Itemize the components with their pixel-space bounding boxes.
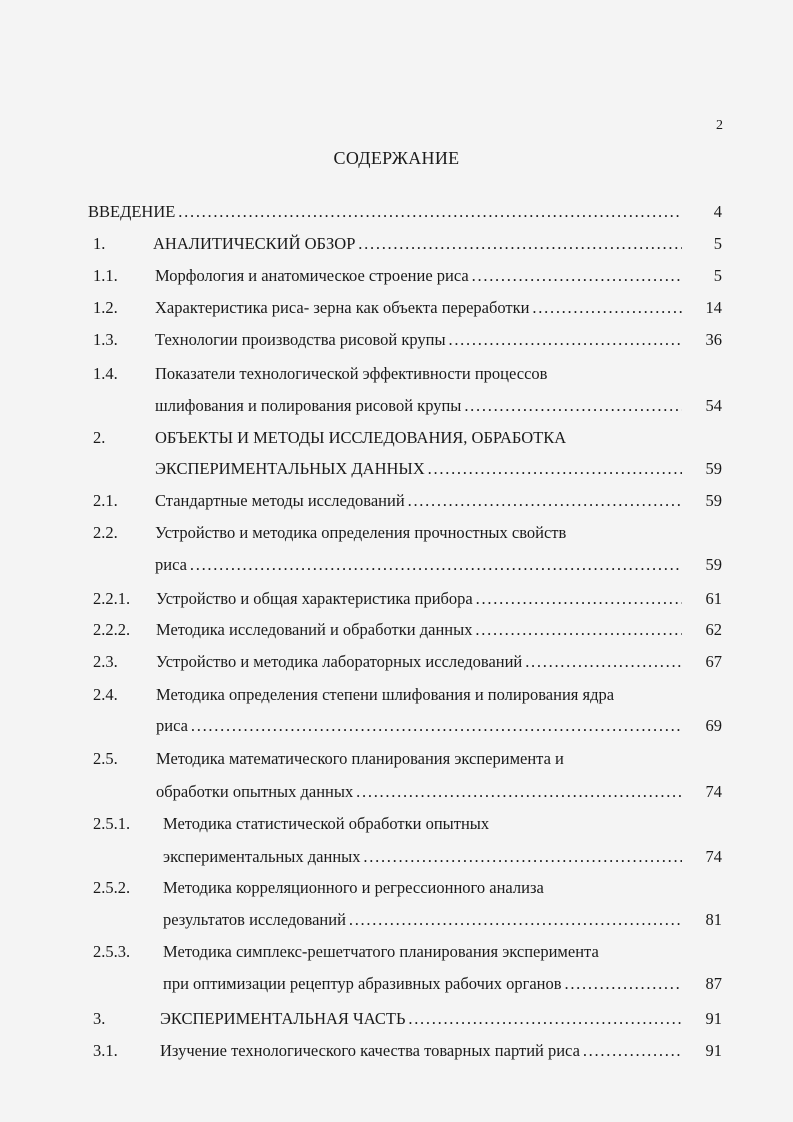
- toc-entry-page: 36: [705, 330, 722, 349]
- toc-entry-title: Методика исследований и обработки данных . . .: [156, 619, 682, 641]
- toc-entry-title: обработки опытных данных . . .: [156, 781, 682, 803]
- toc-entry-title: Устройство и общая характеристика прибора . . .: [156, 588, 682, 610]
- toc-entry-title: Методика определения степени шлифования и полирования ядра: [156, 685, 615, 704]
- toc-entry-title: Методика математического планирования эксперимента и: [156, 749, 564, 768]
- toc-entry-title: риса . . .: [155, 554, 682, 576]
- toc-entry-number: 1.2.: [93, 298, 118, 317]
- toc-entry-number: 1.: [93, 234, 106, 253]
- toc-entry-number: 2.3.: [93, 652, 118, 671]
- toc-entry-title: ЭКСПЕРИМЕНТАЛЬНЫХ ДАННЫХ . . .: [155, 458, 682, 480]
- toc-entry-number: 1.1.: [93, 266, 118, 285]
- toc-entry-title: Показатели технологической эффективности процессов: [155, 364, 548, 383]
- toc-entry-number: 2.5.3.: [93, 942, 131, 961]
- toc-entry-title: при оптимизации рецептур абразивных рабочих органов . . .: [163, 973, 682, 995]
- toc-entry-number: 2.5.: [93, 749, 118, 768]
- toc-entry-page: 87: [705, 974, 722, 993]
- toc-entry-page: 5: [713, 266, 722, 285]
- toc-entry-page: 91: [705, 1041, 722, 1060]
- toc-entry-page: 81: [705, 910, 722, 929]
- toc-entry-title: результатов исследований . . .: [163, 909, 682, 931]
- toc-entry-title: шлифования и полирования рисовой крупы . . .: [155, 395, 682, 417]
- toc-entry-page: 54: [705, 396, 722, 415]
- toc-entry-page: 74: [705, 782, 722, 801]
- toc-entry-title: ВВЕДЕНИЕ . . .: [88, 201, 682, 223]
- toc-entry-number: 3.: [93, 1009, 106, 1028]
- toc-entry-number: 1.4.: [93, 364, 118, 383]
- toc-entry-title: Методика корреляционного и регрессионного анализа: [163, 878, 544, 897]
- toc-entry-page: 69: [705, 716, 722, 735]
- toc-entry-title: экспериментальных данных . . .: [163, 846, 682, 868]
- toc-entry-title: АНАЛИТИЧЕСКИЙ ОБЗОР . . .: [153, 233, 682, 255]
- toc-entry-page: 5: [713, 234, 722, 253]
- toc-entry-title: Технологии производства рисовой крупы . . .: [155, 329, 682, 351]
- toc-entry-number: 2.5.2.: [93, 878, 131, 897]
- toc-entry-number: 3.1.: [93, 1041, 118, 1060]
- toc-entry-number: 2.4.: [93, 685, 118, 704]
- toc-entry-page: 74: [705, 847, 722, 866]
- toc-entry-title: Морфология и анатомическое строение риса . . .: [155, 265, 682, 287]
- toc-entry-page: 91: [705, 1009, 722, 1028]
- toc-entry-title: Характеристика риса- зерна как объекта переработки . . .: [155, 297, 682, 319]
- toc-entry-title: Устройство и методика определения прочностных свойств: [155, 523, 567, 542]
- toc-entry-page: 59: [705, 459, 722, 478]
- toc-entry-number: 2.1.: [93, 491, 118, 510]
- toc-entry-title: Методика симплекс-решетчатого планирования эксперимента: [163, 942, 599, 961]
- toc-entry-number: 1.3.: [93, 330, 118, 349]
- toc-entry-page: 59: [705, 491, 722, 510]
- toc-entry-page: 67: [705, 652, 722, 671]
- toc-entry-page: 59: [705, 555, 722, 574]
- page-title: СОДЕРЖАНИЕ: [333, 148, 460, 168]
- toc-entry-title: Устройство и методика лабораторных исследований . . .: [156, 651, 682, 673]
- toc-entry-number: 2.2.2.: [93, 620, 131, 639]
- toc-entry-title: Изучение технологического качества товарных партий риса . . .: [160, 1040, 682, 1062]
- toc-entry-page: 4: [713, 202, 722, 221]
- toc-entry-number: 2.: [93, 428, 106, 447]
- toc-entry-page: 14: [705, 298, 722, 317]
- toc-entry-title: ОБЪЕКТЫ И МЕТОДЫ ИССЛЕДОВАНИЯ, ОБРАБОТКА: [155, 428, 567, 447]
- toc-entry-title: Стандартные методы исследований . . .: [155, 490, 682, 512]
- page-number: 2: [716, 118, 723, 133]
- toc-entry-page: 62: [705, 620, 722, 639]
- toc-entry-title: ЭКСПЕРИМЕНТАЛЬНАЯ ЧАСТЬ . . .: [160, 1008, 682, 1030]
- toc-entry-number: 2.2.1.: [93, 589, 131, 608]
- toc-entry-number: 2.2.: [93, 523, 118, 542]
- toc-entry-number: 2.5.1.: [93, 814, 131, 833]
- toc-entry-title: Методика статистической обработки опытных: [163, 814, 490, 833]
- toc-entry-title: риса . . .: [156, 715, 682, 737]
- toc-entry-page: 61: [705, 589, 722, 608]
